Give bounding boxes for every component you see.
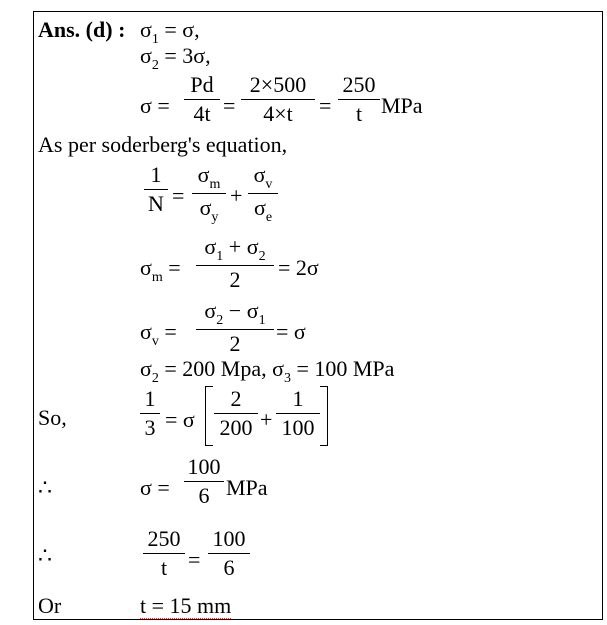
fraction-1-n [144, 162, 168, 217]
fraction-s2-minus-s1 [196, 298, 274, 357]
fraction-denominator: 4t [193, 101, 211, 126]
fraction-denominator: 200 [219, 415, 253, 440]
fraction-denominator: 100 [281, 415, 315, 440]
final-answer: t = 15 mm [140, 593, 232, 618]
fraction-numerator: 250 [147, 526, 181, 551]
fraction-numerator: Pd [190, 72, 214, 97]
fraction-bar [140, 413, 160, 414]
equals-sign: = [319, 93, 332, 118]
fraction-denominator: t [160, 555, 168, 580]
fraction-numerator: 100 [187, 454, 221, 479]
fraction-denominator: 2 [229, 331, 241, 356]
left-bracket [205, 386, 213, 446]
fraction-250-t [338, 72, 380, 127]
fraction-denominator: N [148, 191, 164, 216]
equals-sign: = [188, 547, 201, 572]
fraction-numerator: $\sigma_2 - \sigma_1$ [204, 298, 266, 328]
fraction-2-200 [214, 386, 258, 441]
fraction-numerator: 2×500 [249, 72, 307, 97]
fraction-numerator: $\sigma_1 + \sigma_2$ [204, 234, 266, 264]
fraction-bar [241, 99, 315, 100]
fraction-numerator: 1 [150, 162, 162, 187]
fraction-denominator: 6 [198, 483, 210, 508]
fraction-numerator: $\sigma_m$ [197, 162, 221, 192]
fraction-bar [248, 193, 278, 194]
or-label: Or [38, 593, 62, 618]
fraction-denominator: 4×t [263, 101, 293, 126]
plus-sign: + [260, 407, 273, 432]
equals-sigma: = σ [165, 407, 195, 432]
soderberg-heading: As per soderberg's equation, [38, 132, 288, 157]
fraction-sm-sy [192, 162, 226, 225]
fraction-numerator: $\sigma_v$ [253, 162, 273, 192]
fraction-denominator: 3 [144, 415, 156, 440]
sigma-m-rhs: = 2σ [278, 255, 319, 280]
fraction-bar [208, 553, 250, 554]
given-stresses: $\sigma_2 = 200$ Mpa, $\sigma_3 = 100$ MPa [140, 356, 395, 386]
fraction-numerator: 1 [144, 386, 156, 411]
answer-box [33, 11, 603, 620]
sigma2-equation: $\sigma_2 = 3\sigma$, [140, 43, 211, 73]
sigma1-equation: $\sigma_1 = \sigma$, [140, 17, 200, 47]
fraction-2x500 [241, 72, 315, 127]
fraction-100-6 [184, 454, 224, 509]
fraction-pd-4t [184, 72, 220, 127]
sigma-m-lhs: $\sigma_m$ = [140, 255, 181, 285]
fraction-bar [184, 481, 224, 482]
sigma-v-lhs: $\sigma_v$ = [140, 319, 177, 349]
fraction-s1-plus-s2 [196, 234, 274, 293]
fraction-bar [184, 99, 220, 100]
fraction-250-t [143, 526, 185, 581]
fraction-numerator: 1 [292, 386, 304, 411]
fraction-denominator: 2 [229, 267, 241, 292]
sigma-lhs: σ = [140, 93, 170, 118]
fraction-bar [196, 329, 274, 330]
plus-sign: + [230, 183, 243, 208]
equals-sign: = [223, 93, 236, 118]
therefore-symbol: ∴ [38, 475, 52, 500]
fraction-1-100 [276, 386, 320, 441]
fraction-numerator: 2 [230, 386, 242, 411]
therefore-symbol: ∴ [38, 543, 52, 568]
fraction-denominator: t [355, 101, 363, 126]
fraction-100-6 [208, 526, 250, 581]
equals-sign: = [172, 183, 185, 208]
fraction-bar [276, 413, 320, 414]
fraction-bar [192, 193, 226, 194]
fraction-denominator: $\sigma_e$ [253, 195, 273, 225]
unit-mpa: MPa [381, 93, 423, 118]
fraction-sv-se [248, 162, 278, 225]
fraction-numerator: 100 [212, 526, 246, 551]
fraction-1-3 [140, 386, 160, 441]
right-bracket [320, 386, 328, 446]
unit-mpa: MPa [226, 475, 268, 500]
sigma-lhs: σ = [140, 475, 170, 500]
fraction-bar [338, 99, 380, 100]
fraction-bar [214, 413, 258, 414]
fraction-numerator: 250 [342, 72, 376, 97]
fraction-bar [143, 553, 185, 554]
fraction-denominator: 6 [223, 555, 235, 580]
fraction-bar [144, 189, 168, 190]
so-label: So, [38, 405, 67, 430]
fraction-denominator: $\sigma_y$ [199, 195, 219, 225]
answer-label: Ans. (d) : [38, 17, 126, 42]
sigma-v-rhs: = σ [276, 319, 306, 344]
fraction-bar [196, 265, 274, 266]
